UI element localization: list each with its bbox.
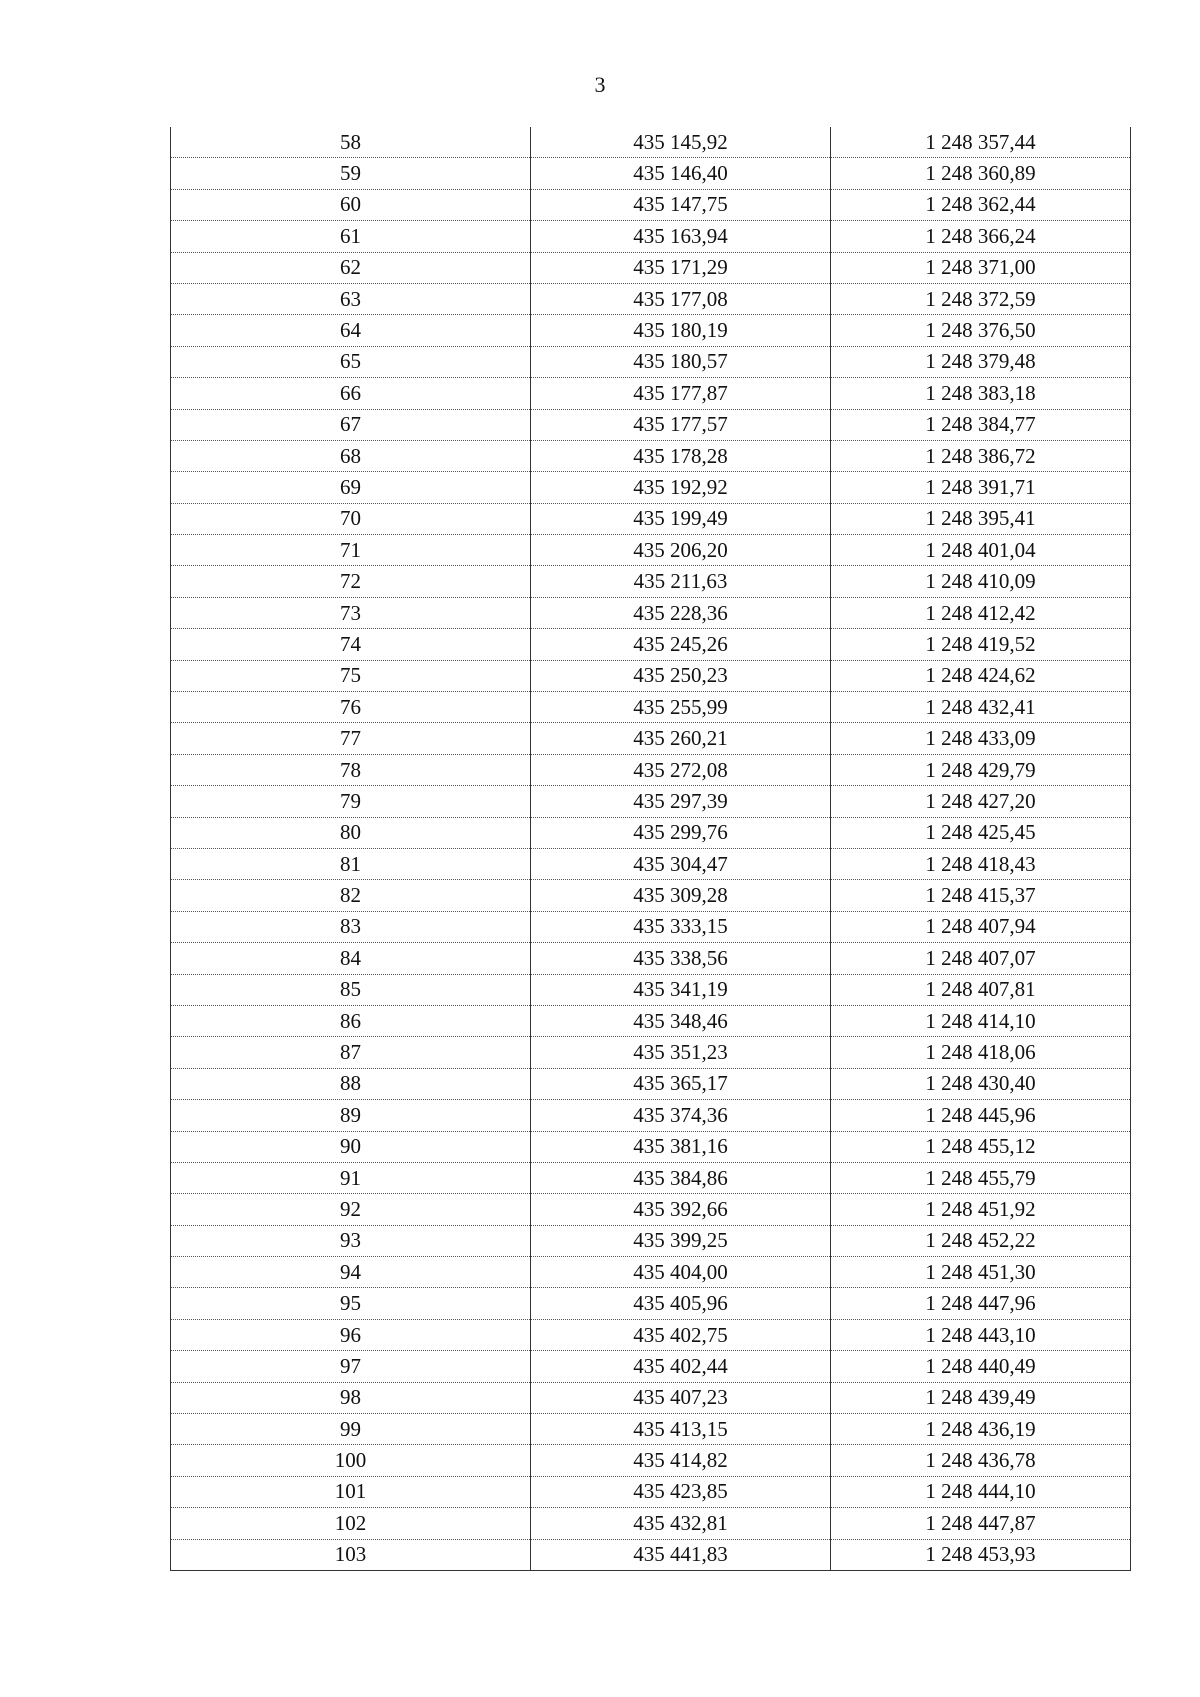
table-row bbox=[171, 535, 1131, 566]
x-coordinate-cell: 435 374,36 bbox=[531, 1100, 831, 1131]
x-coordinate-cell: 435 178,28 bbox=[531, 440, 831, 471]
point-number-cell: 58 bbox=[171, 127, 531, 158]
table-row bbox=[171, 566, 1131, 597]
x-coordinate-cell: 435 405,96 bbox=[531, 1288, 831, 1319]
table-row bbox=[171, 1194, 1131, 1225]
point-number-cell: 74 bbox=[171, 629, 531, 660]
x-coordinate-cell: 435 348,46 bbox=[531, 1005, 831, 1036]
x-coordinate-cell: 435 260,21 bbox=[531, 723, 831, 754]
table-row bbox=[171, 1005, 1131, 1036]
y-coordinate-cell: 1 248 384,77 bbox=[831, 409, 1131, 440]
point-number-cell: 61 bbox=[171, 221, 531, 252]
x-coordinate-cell: 435 245,26 bbox=[531, 629, 831, 660]
x-coordinate-cell: 435 423,85 bbox=[531, 1476, 831, 1507]
table-row bbox=[171, 1100, 1131, 1131]
x-coordinate-cell: 435 180,57 bbox=[531, 346, 831, 377]
y-coordinate-cell: 1 248 453,93 bbox=[831, 1539, 1131, 1570]
x-coordinate-cell: 435 432,81 bbox=[531, 1508, 831, 1539]
table-row bbox=[171, 346, 1131, 377]
point-number-cell: 89 bbox=[171, 1100, 531, 1131]
table-row bbox=[171, 1382, 1131, 1413]
y-coordinate-cell: 1 248 419,52 bbox=[831, 629, 1131, 660]
x-coordinate-cell: 435 407,23 bbox=[531, 1382, 831, 1413]
x-coordinate-cell: 435 211,63 bbox=[531, 566, 831, 597]
point-number-cell: 83 bbox=[171, 911, 531, 942]
table-row bbox=[171, 1414, 1131, 1445]
table-row bbox=[171, 597, 1131, 628]
table-row bbox=[171, 1539, 1131, 1570]
table-row bbox=[171, 1288, 1131, 1319]
table-row bbox=[171, 880, 1131, 911]
table-row bbox=[171, 1476, 1131, 1507]
coordinates-table bbox=[170, 127, 1131, 1571]
y-coordinate-cell: 1 248 407,81 bbox=[831, 974, 1131, 1005]
table-row bbox=[171, 692, 1131, 723]
point-number-cell: 101 bbox=[171, 1476, 531, 1507]
point-number-cell: 64 bbox=[171, 315, 531, 346]
point-number-cell: 65 bbox=[171, 346, 531, 377]
point-number-cell: 94 bbox=[171, 1257, 531, 1288]
x-coordinate-cell: 435 192,92 bbox=[531, 472, 831, 503]
table-row bbox=[171, 315, 1131, 346]
point-number-cell: 98 bbox=[171, 1382, 531, 1413]
y-coordinate-cell: 1 248 444,10 bbox=[831, 1476, 1131, 1507]
y-coordinate-cell: 1 248 447,96 bbox=[831, 1288, 1131, 1319]
y-coordinate-cell: 1 248 395,41 bbox=[831, 503, 1131, 534]
point-number-cell: 102 bbox=[171, 1508, 531, 1539]
point-number-cell: 81 bbox=[171, 848, 531, 879]
y-coordinate-cell: 1 248 410,09 bbox=[831, 566, 1131, 597]
point-number-cell: 59 bbox=[171, 158, 531, 189]
point-number-cell: 86 bbox=[171, 1005, 531, 1036]
point-number-cell: 76 bbox=[171, 692, 531, 723]
table-row bbox=[171, 1131, 1131, 1162]
x-coordinate-cell: 435 272,08 bbox=[531, 754, 831, 785]
point-number-cell: 84 bbox=[171, 943, 531, 974]
y-coordinate-cell: 1 248 452,22 bbox=[831, 1225, 1131, 1256]
table-row bbox=[171, 660, 1131, 691]
table-row bbox=[171, 189, 1131, 220]
table-row bbox=[171, 911, 1131, 942]
table-row bbox=[171, 158, 1131, 189]
table-row bbox=[171, 252, 1131, 283]
y-coordinate-cell: 1 248 415,37 bbox=[831, 880, 1131, 911]
table-row bbox=[171, 1445, 1131, 1476]
x-coordinate-cell: 435 145,92 bbox=[531, 127, 831, 158]
x-coordinate-cell: 435 365,17 bbox=[531, 1068, 831, 1099]
y-coordinate-cell: 1 248 372,59 bbox=[831, 283, 1131, 314]
y-coordinate-cell: 1 248 425,45 bbox=[831, 817, 1131, 848]
x-coordinate-cell: 435 250,23 bbox=[531, 660, 831, 691]
page-number: 3 bbox=[594, 72, 606, 97]
point-number-cell: 60 bbox=[171, 189, 531, 220]
x-coordinate-cell: 435 402,75 bbox=[531, 1319, 831, 1350]
table-row bbox=[171, 1068, 1131, 1099]
point-number-cell: 69 bbox=[171, 472, 531, 503]
table-row bbox=[171, 409, 1131, 440]
table-row bbox=[171, 378, 1131, 409]
y-coordinate-cell: 1 248 366,24 bbox=[831, 221, 1131, 252]
x-coordinate-cell: 435 399,25 bbox=[531, 1225, 831, 1256]
point-number-cell: 100 bbox=[171, 1445, 531, 1476]
point-number-cell: 95 bbox=[171, 1288, 531, 1319]
point-number-cell: 70 bbox=[171, 503, 531, 534]
x-coordinate-cell: 435 441,83 bbox=[531, 1539, 831, 1570]
point-number-cell: 88 bbox=[171, 1068, 531, 1099]
point-number-cell: 77 bbox=[171, 723, 531, 754]
table-row bbox=[171, 503, 1131, 534]
y-coordinate-cell: 1 248 418,06 bbox=[831, 1037, 1131, 1068]
y-coordinate-cell: 1 248 451,92 bbox=[831, 1194, 1131, 1225]
y-coordinate-cell: 1 248 429,79 bbox=[831, 754, 1131, 785]
y-coordinate-cell: 1 248 432,41 bbox=[831, 692, 1131, 723]
table-row bbox=[171, 1508, 1131, 1539]
x-coordinate-cell: 435 333,15 bbox=[531, 911, 831, 942]
y-coordinate-cell: 1 248 362,44 bbox=[831, 189, 1131, 220]
table-row bbox=[171, 629, 1131, 660]
x-coordinate-cell: 435 297,39 bbox=[531, 786, 831, 817]
table-row bbox=[171, 127, 1131, 158]
table-row bbox=[171, 1319, 1131, 1350]
point-number-cell: 72 bbox=[171, 566, 531, 597]
x-coordinate-cell: 435 384,86 bbox=[531, 1162, 831, 1193]
table-row bbox=[171, 1037, 1131, 1068]
x-coordinate-cell: 435 402,44 bbox=[531, 1351, 831, 1382]
y-coordinate-cell: 1 248 357,44 bbox=[831, 127, 1131, 158]
y-coordinate-cell: 1 248 447,87 bbox=[831, 1508, 1131, 1539]
point-number-cell: 80 bbox=[171, 817, 531, 848]
x-coordinate-cell: 435 381,16 bbox=[531, 1131, 831, 1162]
y-coordinate-cell: 1 248 386,72 bbox=[831, 440, 1131, 471]
point-number-cell: 85 bbox=[171, 974, 531, 1005]
table-row bbox=[171, 283, 1131, 314]
table-row bbox=[171, 943, 1131, 974]
point-number-cell: 71 bbox=[171, 535, 531, 566]
table-row bbox=[171, 1162, 1131, 1193]
point-number-cell: 62 bbox=[171, 252, 531, 283]
x-coordinate-cell: 435 338,56 bbox=[531, 943, 831, 974]
x-coordinate-cell: 435 146,40 bbox=[531, 158, 831, 189]
y-coordinate-cell: 1 248 424,62 bbox=[831, 660, 1131, 691]
y-coordinate-cell: 1 248 436,78 bbox=[831, 1445, 1131, 1476]
table-row bbox=[171, 472, 1131, 503]
point-number-cell: 91 bbox=[171, 1162, 531, 1193]
y-coordinate-cell: 1 248 455,12 bbox=[831, 1131, 1131, 1162]
point-number-cell: 79 bbox=[171, 786, 531, 817]
table-row bbox=[171, 1225, 1131, 1256]
x-coordinate-cell: 435 351,23 bbox=[531, 1037, 831, 1068]
table-row bbox=[171, 754, 1131, 785]
table-row bbox=[171, 848, 1131, 879]
table-row bbox=[171, 440, 1131, 471]
table-row bbox=[171, 786, 1131, 817]
y-coordinate-cell: 1 248 414,10 bbox=[831, 1005, 1131, 1036]
y-coordinate-cell: 1 248 439,49 bbox=[831, 1382, 1131, 1413]
point-number-cell: 90 bbox=[171, 1131, 531, 1162]
y-coordinate-cell: 1 248 376,50 bbox=[831, 315, 1131, 346]
y-coordinate-cell: 1 248 383,18 bbox=[831, 378, 1131, 409]
coordinates-table-body bbox=[171, 127, 1131, 1570]
point-number-cell: 93 bbox=[171, 1225, 531, 1256]
x-coordinate-cell: 435 228,36 bbox=[531, 597, 831, 628]
y-coordinate-cell: 1 248 401,04 bbox=[831, 535, 1131, 566]
table-row bbox=[171, 1257, 1131, 1288]
point-number-cell: 92 bbox=[171, 1194, 531, 1225]
y-coordinate-cell: 1 248 440,49 bbox=[831, 1351, 1131, 1382]
point-number-cell: 66 bbox=[171, 378, 531, 409]
table-row bbox=[171, 221, 1131, 252]
x-coordinate-cell: 435 171,29 bbox=[531, 252, 831, 283]
y-coordinate-cell: 1 248 391,71 bbox=[831, 472, 1131, 503]
x-coordinate-cell: 435 147,75 bbox=[531, 189, 831, 220]
point-number-cell: 63 bbox=[171, 283, 531, 314]
y-coordinate-cell: 1 248 427,20 bbox=[831, 786, 1131, 817]
y-coordinate-cell: 1 248 443,10 bbox=[831, 1319, 1131, 1350]
y-coordinate-cell: 1 248 379,48 bbox=[831, 346, 1131, 377]
point-number-cell: 103 bbox=[171, 1539, 531, 1570]
y-coordinate-cell: 1 248 445,96 bbox=[831, 1100, 1131, 1131]
y-coordinate-cell: 1 248 418,43 bbox=[831, 848, 1131, 879]
x-coordinate-cell: 435 177,87 bbox=[531, 378, 831, 409]
x-coordinate-cell: 435 163,94 bbox=[531, 221, 831, 252]
x-coordinate-cell: 435 206,20 bbox=[531, 535, 831, 566]
x-coordinate-cell: 435 299,76 bbox=[531, 817, 831, 848]
x-coordinate-cell: 435 414,82 bbox=[531, 1445, 831, 1476]
point-number-cell: 82 bbox=[171, 880, 531, 911]
x-coordinate-cell: 435 309,28 bbox=[531, 880, 831, 911]
table-row bbox=[171, 817, 1131, 848]
y-coordinate-cell: 1 248 455,79 bbox=[831, 1162, 1131, 1193]
point-number-cell: 67 bbox=[171, 409, 531, 440]
y-coordinate-cell: 1 248 360,89 bbox=[831, 158, 1131, 189]
x-coordinate-cell: 435 255,99 bbox=[531, 692, 831, 723]
x-coordinate-cell: 435 304,47 bbox=[531, 848, 831, 879]
point-number-cell: 96 bbox=[171, 1319, 531, 1350]
point-number-cell: 78 bbox=[171, 754, 531, 785]
point-number-cell: 97 bbox=[171, 1351, 531, 1382]
point-number-cell: 87 bbox=[171, 1037, 531, 1068]
y-coordinate-cell: 1 248 451,30 bbox=[831, 1257, 1131, 1288]
x-coordinate-cell: 435 177,57 bbox=[531, 409, 831, 440]
x-coordinate-cell: 435 404,00 bbox=[531, 1257, 831, 1288]
x-coordinate-cell: 435 413,15 bbox=[531, 1414, 831, 1445]
point-number-cell: 99 bbox=[171, 1414, 531, 1445]
x-coordinate-cell: 435 180,19 bbox=[531, 315, 831, 346]
point-number-cell: 73 bbox=[171, 597, 531, 628]
point-number-cell: 75 bbox=[171, 660, 531, 691]
y-coordinate-cell: 1 248 436,19 bbox=[831, 1414, 1131, 1445]
y-coordinate-cell: 1 248 407,07 bbox=[831, 943, 1131, 974]
x-coordinate-cell: 435 177,08 bbox=[531, 283, 831, 314]
x-coordinate-cell: 435 341,19 bbox=[531, 974, 831, 1005]
y-coordinate-cell: 1 248 430,40 bbox=[831, 1068, 1131, 1099]
x-coordinate-cell: 435 392,66 bbox=[531, 1194, 831, 1225]
y-coordinate-cell: 1 248 433,09 bbox=[831, 723, 1131, 754]
table-row bbox=[171, 723, 1131, 754]
y-coordinate-cell: 1 248 371,00 bbox=[831, 252, 1131, 283]
table-row bbox=[171, 1351, 1131, 1382]
y-coordinate-cell: 1 248 412,42 bbox=[831, 597, 1131, 628]
point-number-cell: 68 bbox=[171, 440, 531, 471]
x-coordinate-cell: 435 199,49 bbox=[531, 503, 831, 534]
table-row bbox=[171, 974, 1131, 1005]
y-coordinate-cell: 1 248 407,94 bbox=[831, 911, 1131, 942]
